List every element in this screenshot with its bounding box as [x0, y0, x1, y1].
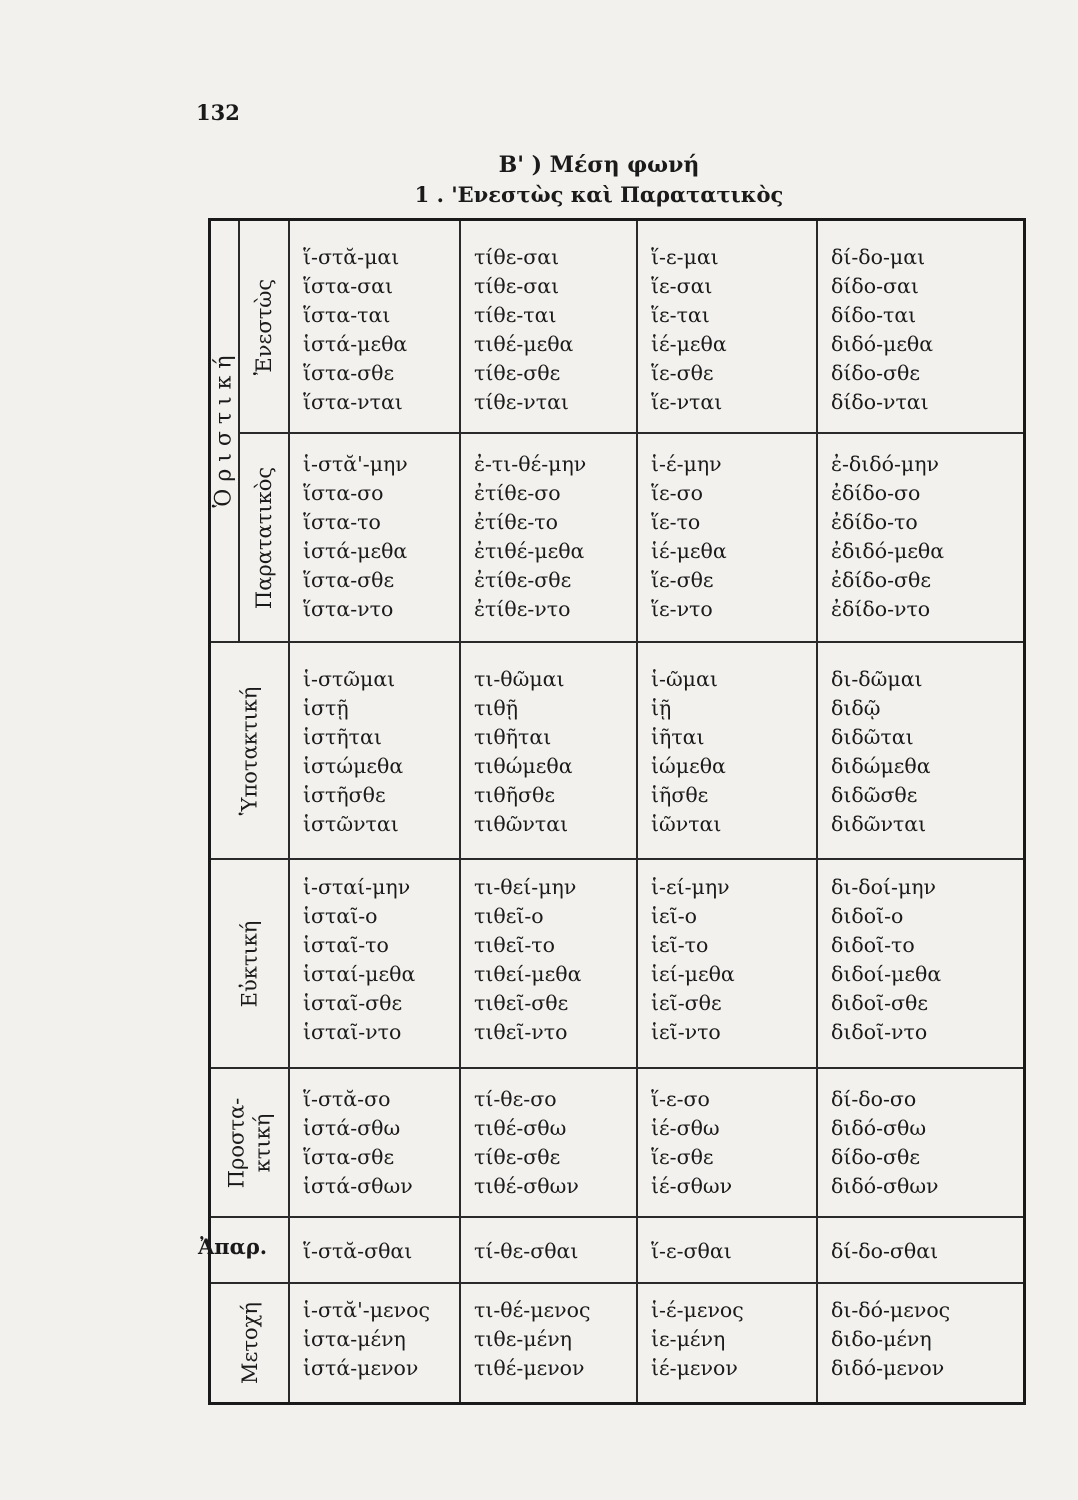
divider-row-3: [211, 858, 1023, 860]
verb-form: ἱστά-μεθα: [303, 539, 408, 563]
page-number: 132: [196, 100, 240, 125]
table-cell: [831, 1296, 950, 1383]
verb-form: τίθε-ται: [474, 303, 557, 327]
divider-col-4: [816, 221, 818, 1402]
divider-row-5: [211, 1216, 1023, 1218]
verb-form: ἱεῖ-ντο: [651, 1020, 721, 1044]
verb-form: τιθῇ: [474, 696, 519, 720]
verb-form: τιθεί-μεθα: [474, 962, 582, 986]
table-cell: [303, 243, 407, 417]
verb-form: διδοῖ-ο: [831, 904, 904, 928]
verb-form: ἱέ-μεθα: [651, 332, 727, 356]
table-cell: [831, 450, 944, 624]
verb-form: ἱεῖ-το: [651, 933, 709, 957]
verb-form: δίδο-σθε: [831, 1145, 920, 1169]
table-cell: [651, 1296, 744, 1383]
verb-form: δι-δῶμαι: [831, 667, 923, 691]
verb-form: ἱσταῖ-ο: [303, 904, 378, 928]
table-cell: [651, 243, 727, 417]
verb-form: ἱεί-μεθα: [651, 962, 735, 986]
verb-form: δίδο-σθε: [831, 361, 920, 385]
verb-form: τίθε-σθε: [474, 1145, 561, 1169]
verb-form: τιθῶνται: [474, 812, 569, 836]
verb-form: τί-θε-σθαι: [474, 1239, 579, 1263]
verb-form: ἐδίδο-το: [831, 510, 918, 534]
verb-form: τι-θεί-μην: [474, 875, 577, 899]
table-cell: [303, 450, 408, 624]
verb-form: τίθε-νται: [474, 390, 569, 414]
verb-form: ἱ-ῶμαι: [651, 667, 718, 691]
verb-form: ἱ-εί-μην: [651, 875, 730, 899]
divider-row-1: [238, 432, 1023, 434]
verb-form: ἱέ-μενον: [651, 1356, 738, 1380]
verb-form: ἱστά-σθων: [303, 1174, 413, 1198]
label-oristiki: Ὁ ρ ι σ τ ι κ ή: [212, 354, 238, 508]
verb-form: διδό-σθω: [831, 1116, 927, 1140]
verb-form: διδώμεθα: [831, 754, 931, 778]
verb-form: ἐτίθε-το: [474, 510, 558, 534]
verb-form: ἵ-στᾰ-σο: [303, 1087, 391, 1111]
verb-form: ἱῆται: [651, 725, 705, 749]
verb-form: τί-θε-σο: [474, 1087, 557, 1111]
table-cell: [651, 873, 735, 1047]
table-cell: [831, 1085, 939, 1201]
table-cell: [831, 1237, 938, 1266]
verb-form: ἵε-το: [651, 510, 701, 534]
verb-form: ἐδίδο-σθε: [831, 568, 931, 592]
section-title: Β' ) Μέση φωνή: [498, 152, 700, 178]
verb-form: ἱστῶνται: [303, 812, 399, 836]
verb-form: δί-δο-μαι: [831, 245, 926, 269]
verb-form: διδό-σθων: [831, 1174, 939, 1198]
verb-form: ἱεῖ-ο: [651, 904, 697, 928]
verb-form: ἱσταῖ-ντο: [303, 1020, 402, 1044]
verb-form: τίθε-σθε: [474, 361, 561, 385]
table-cell: [831, 243, 933, 417]
verb-form: ἵστα-νται: [303, 390, 403, 414]
divider-row-4: [211, 1067, 1023, 1069]
divider-col-3: [636, 221, 638, 1402]
label-prostaktiki: Προστα- κτική: [224, 1097, 275, 1188]
verb-form: τιθῆται: [474, 725, 552, 749]
section-subtitle: 1 . 'Ενεστὼς καὶ Παρατατικὸς: [414, 182, 784, 207]
verb-form: τίθε-σαι: [474, 274, 560, 298]
verb-form: ἱῇ: [651, 696, 672, 720]
label-paratatikos: Παρατατικὸς: [252, 466, 277, 609]
verb-form: ἱστά-μενον: [303, 1356, 419, 1380]
table-cell: [651, 665, 726, 839]
verb-form: ἱ-έ-μην: [651, 452, 722, 476]
divider-col-2: [459, 221, 461, 1402]
verb-form: ἱέ-σθω: [651, 1116, 720, 1140]
verb-form: ἵε-ται: [651, 303, 710, 327]
verb-form: τιθε-μένη: [474, 1327, 572, 1351]
verb-form: ἵστα-σαι: [303, 274, 394, 298]
verb-form: ἱώμεθα: [651, 754, 726, 778]
table-cell: [474, 665, 573, 839]
table-cell: [474, 243, 573, 417]
verb-form: ἵστα-σθε: [303, 568, 395, 592]
table-cell: [831, 665, 931, 839]
verb-form: διδό-μεθα: [831, 332, 934, 356]
verb-form: ἱ-έ-μενος: [651, 1298, 744, 1322]
verb-form: διδοῖ-ντο: [831, 1020, 928, 1044]
verb-form: διδοῖ-σθε: [831, 991, 928, 1015]
verb-form: διδῶται: [831, 725, 914, 749]
table-cell: [474, 1085, 579, 1201]
verb-form: τιθέ-μενον: [474, 1356, 585, 1380]
verb-form: τιθέ-σθων: [474, 1174, 579, 1198]
verb-form: διδῶσθε: [831, 783, 918, 807]
verb-form: ἵε-νται: [651, 390, 723, 414]
table-cell: [303, 1296, 430, 1383]
verb-form: ἱστά-σθω: [303, 1116, 401, 1140]
table-cell: [651, 1237, 732, 1266]
verb-form: διδῷ: [831, 696, 881, 720]
verb-form: ἐτίθε-ντο: [474, 597, 571, 621]
verb-form: ἱσταῖ-σθε: [303, 991, 403, 1015]
verb-form: ἱστῆται: [303, 725, 382, 749]
verb-form: τι-θέ-μενος: [474, 1298, 591, 1322]
verb-form: ἵστα-ται: [303, 303, 391, 327]
label-metochi: Μετοχή: [237, 1302, 262, 1384]
table-cell: [303, 873, 415, 1047]
verb-form: ἵε-σθε: [651, 1145, 714, 1169]
verb-form: ἵε-ντο: [651, 597, 713, 621]
verb-form: ἱ-στᾰ'-μενος: [303, 1298, 430, 1322]
verb-form: ἱῶνται: [651, 812, 722, 836]
verb-form: ἱε-μένη: [651, 1327, 726, 1351]
verb-form: ἱ-στῶμαι: [303, 667, 396, 691]
verb-form: ἵστα-ντο: [303, 597, 394, 621]
verb-form: δι-δό-μενος: [831, 1298, 951, 1322]
table-cell: [474, 450, 586, 624]
verb-form: δίδο-νται: [831, 390, 929, 414]
verb-form: τιθεῖ-ο: [474, 904, 544, 928]
verb-form: ἵστα-σθε: [303, 1145, 395, 1169]
label-ypotaktiki: Ὑποτακτική: [237, 686, 262, 815]
verb-form: ἱστῆσθε: [303, 783, 386, 807]
table-cell: [303, 1085, 413, 1201]
divider-row-2: [211, 641, 1023, 643]
verb-form: ἵστα-σο: [303, 481, 384, 505]
verb-form: ἱσταί-μεθα: [303, 962, 416, 986]
verb-form: ἐ-τι-θέ-μην: [474, 452, 587, 476]
table-cell: [651, 450, 727, 624]
verb-form: ἱ-στᾰ'-μην: [303, 452, 408, 476]
verb-form: ἐτίθε-σο: [474, 481, 561, 505]
table-cell: [831, 873, 941, 1047]
table-cell: [474, 1296, 590, 1383]
verb-form: τιθεῖ-ντο: [474, 1020, 568, 1044]
verb-form: τιθέ-σθω: [474, 1116, 567, 1140]
verb-form: ἱστά-μεθα: [303, 332, 408, 356]
verb-form: ἱέ-μεθα: [651, 539, 727, 563]
table-cell: [303, 665, 403, 839]
verb-form: ἵ-στᾰ-μαι: [303, 245, 400, 269]
verb-form: διδοί-μεθα: [831, 962, 942, 986]
verb-form: ἐ-διδό-μην: [831, 452, 939, 476]
verb-form: ἱσταῖ-το: [303, 933, 389, 957]
verb-form: ἐδιδό-μεθα: [831, 539, 945, 563]
verb-form: τιθῆσθε: [474, 783, 555, 807]
verb-form: ἵστα-σθε: [303, 361, 395, 385]
verb-form: δί-δο-σο: [831, 1087, 917, 1111]
label-aparemfato: Ἀπαρ.: [198, 1234, 268, 1259]
verb-form: ἱστα-μένη: [303, 1327, 406, 1351]
label-enestos: Ἐνεστὼς: [252, 278, 276, 375]
verb-form: ἐτιθέ-μεθα: [474, 539, 585, 563]
divider-labels-content: [288, 221, 290, 1402]
verb-form: ἱεῖ-σθε: [651, 991, 722, 1015]
verb-form: ἐδίδο-σο: [831, 481, 921, 505]
verb-form: ἱ-σταί-μην: [303, 875, 411, 899]
verb-form: τι-θῶμαι: [474, 667, 565, 691]
table-cell: [651, 1085, 732, 1201]
verb-form: ἐτίθε-σθε: [474, 568, 572, 592]
verb-form: διδῶνται: [831, 812, 927, 836]
verb-form: ἵ-ε-σο: [651, 1087, 710, 1111]
verb-form: ἵε-σαι: [651, 274, 713, 298]
verb-form: ἵ-ε-σθαι: [651, 1239, 732, 1263]
verb-form: τιθώμεθα: [474, 754, 573, 778]
table-cell: [303, 1237, 412, 1266]
verb-form: διδοῖ-το: [831, 933, 915, 957]
verb-form: δί-δο-σθαι: [831, 1239, 939, 1263]
verb-form: ἵε-σθε: [651, 568, 714, 592]
verb-form: ἵ-ε-μαι: [651, 245, 719, 269]
verb-form: τίθε-σαι: [474, 245, 560, 269]
verb-form: δίδο-σαι: [831, 274, 919, 298]
verb-form: ἐδίδο-ντο: [831, 597, 931, 621]
verb-form: τιθεῖ-σθε: [474, 991, 569, 1015]
verb-form: ἱέ-σθων: [651, 1174, 733, 1198]
table-cell: [474, 873, 581, 1047]
divider-row-6: [211, 1282, 1023, 1284]
verb-form: ἱστώμεθα: [303, 754, 404, 778]
verb-form: διδο-μένη: [831, 1327, 932, 1351]
verb-form: ἱστῇ: [303, 696, 349, 720]
label-euktiki: Εὐκτική: [237, 920, 262, 1007]
verb-form: ἵστα-το: [303, 510, 381, 534]
verb-form: δι-δοί-μην: [831, 875, 937, 899]
verb-form: τιθεῖ-το: [474, 933, 555, 957]
verb-form: ἵε-σθε: [651, 361, 714, 385]
verb-form: ἱῆσθε: [651, 783, 709, 807]
verb-form: δίδο-ται: [831, 303, 917, 327]
table-cell: [474, 1237, 578, 1266]
conjugation-table: [198, 218, 1026, 1405]
verb-form: τιθέ-μεθα: [474, 332, 574, 356]
verb-form: ἵε-σο: [651, 481, 703, 505]
verb-form: ἵ-στᾰ-σθαι: [303, 1239, 413, 1263]
verb-form: διδό-μενον: [831, 1356, 945, 1380]
